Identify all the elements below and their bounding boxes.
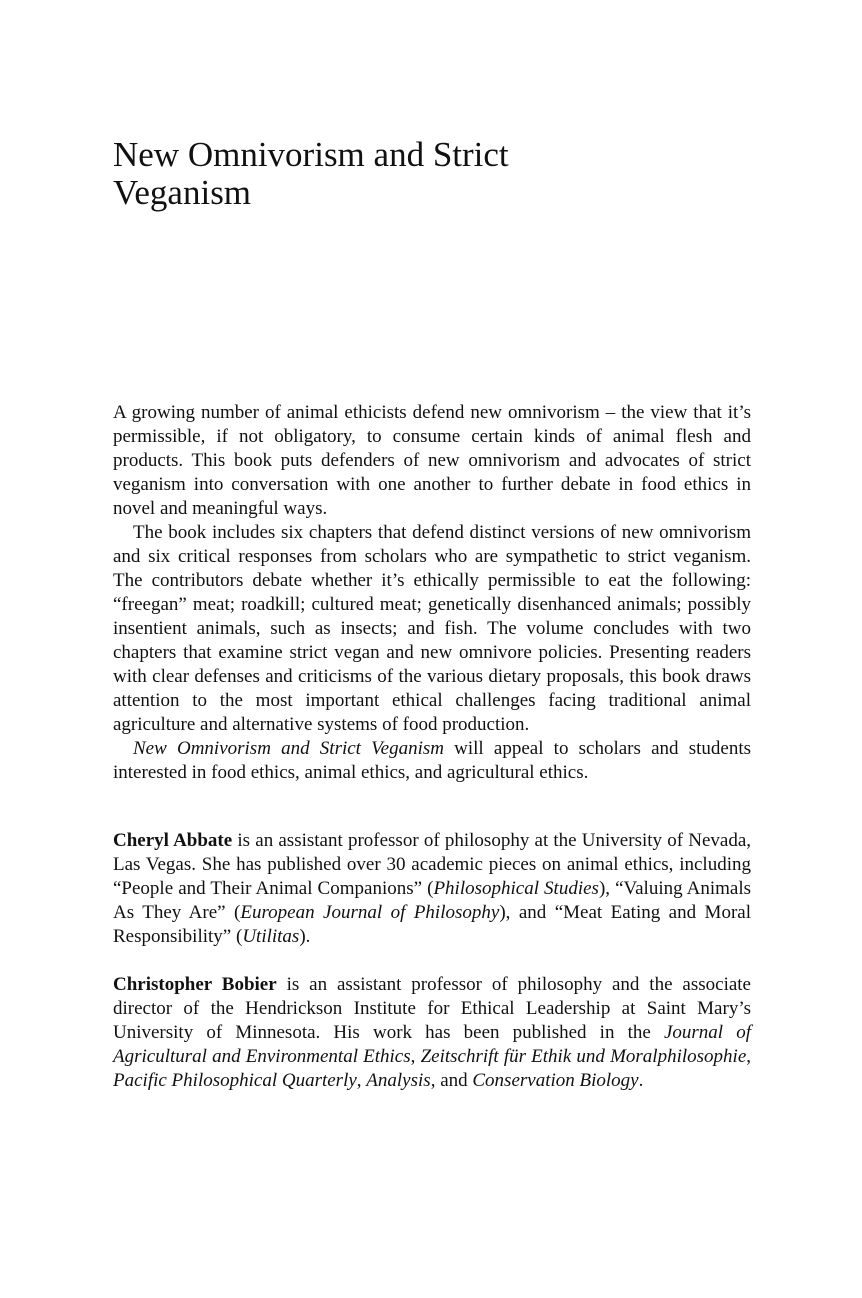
journal-title: Zeitschrift für Ethik und Moralphilosophie <box>420 1046 747 1067</box>
book-title-line-2: Veganism <box>113 173 252 212</box>
author-bio-abbate <box>113 829 751 949</box>
bio-text: , and <box>430 1070 473 1091</box>
journal-title: Philosophical Studies <box>433 878 599 899</box>
description-paragraph-1: A growing number of animal ethicists defend new omnivorism – the view that it’s permissible, if not obligatory, to consume certain kinds of animal flesh and products. This book puts defenders of new omnivorism and advocates of strict veganism into conversation with one another to further debate in food ethics in novel and meaningful ways. <box>113 402 751 519</box>
bio-text: , <box>410 1046 421 1067</box>
bio-text: is an assistant professor of philosophy and the associate director of the Hendrickson Institute for Ethical Leadership at Saint Mary’s University of Minnesota. His work has been published in the <box>113 974 751 1043</box>
author-name-abbate: Cheryl Abbate <box>113 830 233 851</box>
description-paragraph-2: The book includes six chapters that defend distinct versions of new omnivorism and six critical responses from scholars who are sympathetic to strict veganism. The contributors debate whether it’s ethically permissible to eat the following: “freegan” meat; roadkill; cultured meat; genetically disenhanced animals; possibly insentient animals, such as insects; and fish. The volume concludes with two chapters that examine strict vegan and new omnivore policies. Presenting readers with clear defenses and criticisms of the various dietary proposals, this book draws attention to the most important ethical challenges facing traditional animal agriculture and alternative systems of food production. <box>113 522 751 735</box>
bio-text: , <box>746 1046 752 1067</box>
author-name-bobier: Christopher Bobier <box>113 974 277 995</box>
bio-text: ), and “Meat Eating and Moral Responsibility” ( <box>113 902 751 947</box>
journal-title: Pacific Philosophical Quarterly <box>113 1070 357 1091</box>
book-title-reference: New Omnivorism and Strict Veganism <box>133 738 444 759</box>
description-paragraph-3 <box>113 737 751 785</box>
bio-text: is an assistant professor of philosophy at the University of Nevada, Las Vegas. She has published over 30 academic pieces on animal ethics, including “People and Their Animal Companions” ( <box>113 830 751 899</box>
journal-title: Analysis <box>366 1070 431 1091</box>
journal-title: Journal of Agricultural and Environmental Ethics <box>113 1022 751 1067</box>
author-bio-abbate-text <box>113 829 751 949</box>
bio-text: ), “Valuing Animals As They Are” ( <box>113 878 752 923</box>
bio-text: . <box>638 1070 644 1091</box>
book-title-line-1: New Omnivorism and Strict <box>113 135 509 174</box>
journal-title: Conservation Biology <box>472 1070 639 1091</box>
book-description <box>113 401 751 785</box>
bio-text: , <box>356 1070 367 1091</box>
author-bio-bobier-text <box>113 973 751 1093</box>
journal-title: European Journal of Philosophy <box>240 902 500 923</box>
bio-text: ). <box>299 926 311 947</box>
journal-title: Utilitas <box>242 926 300 947</box>
description-paragraph-3-text: will appeal to scholars and students interested in food ethics, animal ethics, and agricultural ethics. <box>113 738 751 783</box>
author-bio-bobier <box>113 973 751 1093</box>
book-title <box>113 136 753 212</box>
